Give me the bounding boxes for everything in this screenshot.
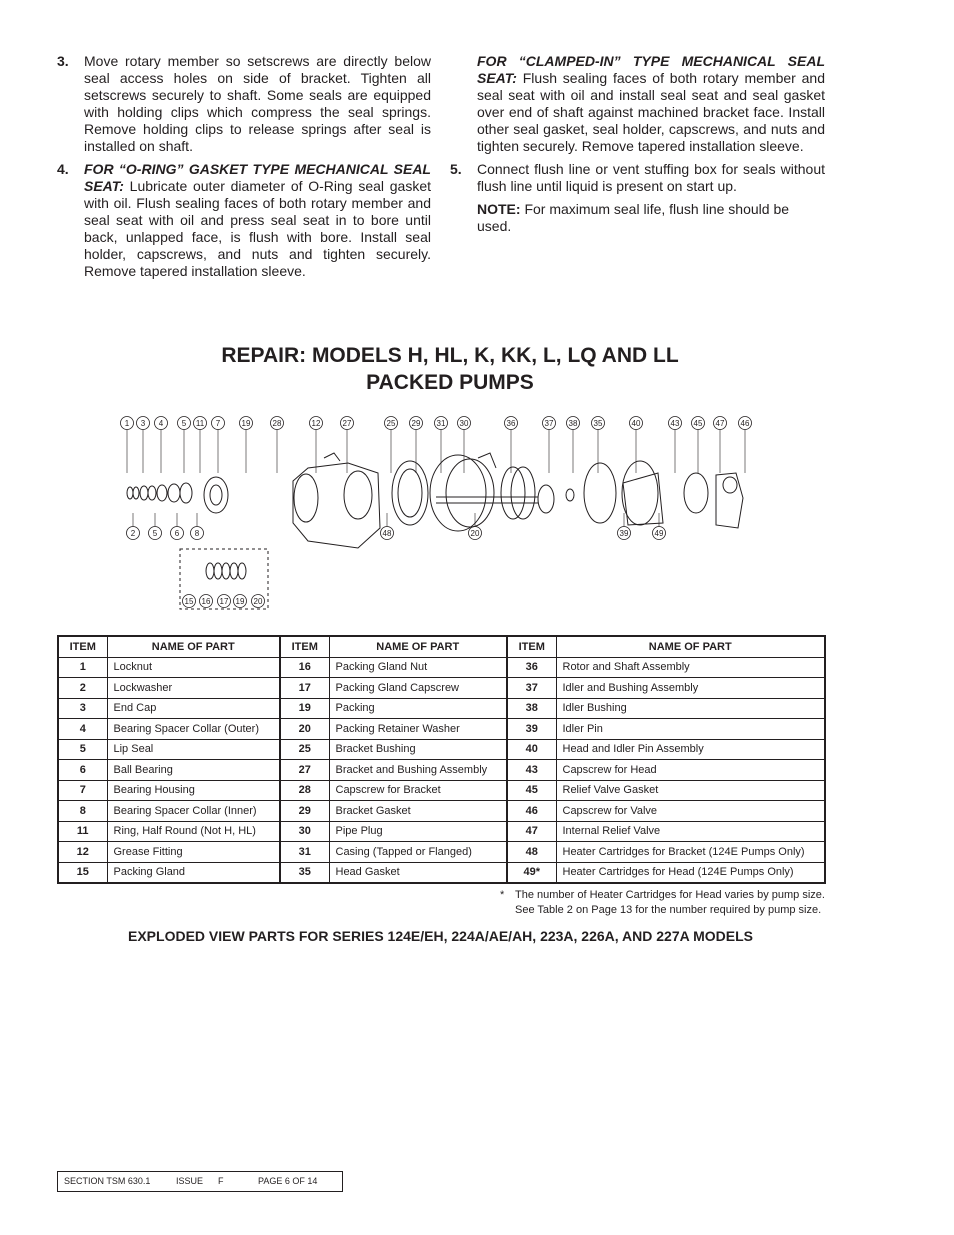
paragraph-body: Flush sealing faces of both rotary member and seal seat with oil and install seal seat and seal gasket over end of shaft against machined bracket face. Install other seal gasket, seal holder, capscrews, and nuts and tighten securely. Remove tapered installation sleeve. — [477, 70, 825, 154]
part-name-cell: Bearing Spacer Collar (Outer) — [107, 719, 280, 740]
step-number: 5. — [450, 161, 462, 177]
parts-table — [57, 635, 826, 884]
item-number-cell: 6 — [58, 760, 107, 781]
callout-label: 4 — [158, 419, 164, 428]
table-row — [58, 760, 825, 781]
item-number-cell: 37 — [507, 678, 556, 699]
item-number-cell: 8 — [58, 801, 107, 822]
footnote-line2: See Table 2 on Page 13 for the number required by pump size. — [515, 904, 822, 916]
table-row — [58, 821, 825, 842]
item-number-cell: 46 — [507, 801, 556, 822]
part-name-cell: Packing Retainer Washer — [329, 719, 507, 740]
item-number-cell: 17 — [280, 678, 329, 699]
table-row — [58, 739, 825, 760]
item-number-cell: 15 — [58, 862, 107, 883]
repair-title — [140, 342, 760, 396]
callout-label: 35 — [593, 419, 603, 428]
figure-caption: EXPLODED VIEW PARTS FOR SERIES 124E/EH, 224A/AE/AH, 223A, 226A, AND 227A MODELS — [128, 928, 753, 944]
part-name-cell: Lockwasher — [107, 678, 280, 699]
item-number-cell: 36 — [507, 657, 556, 678]
callout-label: 49 — [654, 529, 664, 538]
table-row — [58, 698, 825, 719]
part-name-cell: Relief Valve Gasket — [556, 780, 825, 801]
part-name-cell: Bracket Bushing — [329, 739, 507, 760]
part-name-cell: Locknut — [107, 657, 280, 678]
callouts-top — [121, 417, 752, 474]
item-number-cell: 3 — [58, 698, 107, 719]
note-label: NOTE: — [477, 201, 521, 217]
footnote-line1: The number of Heater Cartridges for Head varies by pump size. — [515, 889, 825, 901]
part-name-cell: Packing Gland Nut — [329, 657, 507, 678]
part-name-cell: Capscrew for Valve — [556, 801, 825, 822]
callout-label: 1 — [124, 419, 130, 428]
callout-label: 3 — [140, 419, 146, 428]
part-name-cell: Idler Pin — [556, 719, 825, 740]
callout-label: 16 — [201, 597, 211, 606]
step-3 — [57, 53, 431, 155]
item-number-cell: 47 — [507, 821, 556, 842]
callout-label: 30 — [459, 419, 469, 428]
item-number-cell: 11 — [58, 821, 107, 842]
part-name-cell: Casing (Tapped or Flanged) — [329, 842, 507, 863]
right-text-column — [450, 53, 825, 235]
note — [477, 201, 825, 235]
part-name-cell: Ring, Half Round (Not H, HL) — [107, 821, 280, 842]
part-name-cell: Capscrew for Head — [556, 760, 825, 781]
callout-label: 15 — [184, 597, 194, 606]
callout-label: 27 — [342, 419, 352, 428]
step-text: Move rotary member so setscrews are directly below seal access holes on side of bracket. Tighten all setscrews securely to shaft. Some seals are equipped with holding clips which compress the seal springs. Remove holding clips to release springs after seal is installed on shaft. — [84, 53, 431, 154]
callout-label: 40 — [631, 419, 641, 428]
step-4 — [57, 161, 431, 280]
step-body: Lubricate outer diameter of O-Ring seal gasket with oil. Flush sealing faces of both rotary member and seal seat with oil and press seal seat in to bore until back, unlapped face, is flush with bore. Install seal holder, capscrews, and nuts and tighten securely. Remove tapered installation sleeve. — [84, 178, 431, 279]
footer-issue-label: ISSUE — [176, 1176, 204, 1186]
callout-label: 5 — [181, 419, 187, 428]
paragraph-heading: FOR “CLAMPED-IN” TYPE MECHANICAL SEAL SEAT: — [477, 53, 825, 86]
callout-label: 8 — [194, 529, 200, 538]
callout-label: 48 — [382, 529, 392, 538]
callout-label: 43 — [670, 419, 680, 428]
page-footer — [57, 1171, 343, 1192]
footer-page: PAGE 6 OF 14 — [258, 1176, 318, 1186]
item-number-cell: 43 — [507, 760, 556, 781]
callout-label: 46 — [740, 419, 750, 428]
col-header-name: NAME OF PART — [329, 636, 507, 657]
item-number-cell: 7 — [58, 780, 107, 801]
col-header-name: NAME OF PART — [556, 636, 825, 657]
step-5 — [450, 161, 825, 195]
item-number-cell: 38 — [507, 698, 556, 719]
callout-label: 20 — [470, 529, 480, 538]
part-name-cell: Packing — [329, 698, 507, 719]
item-number-cell: 49* — [507, 862, 556, 883]
part-name-cell: Head and Idler Pin Assembly — [556, 739, 825, 760]
part-name-cell: Heater Cartridges for Bracket (124E Pumps Only) — [556, 842, 825, 863]
item-number-cell: 39 — [507, 719, 556, 740]
col-header-item: ITEM — [280, 636, 329, 657]
callout-label: 20 — [253, 597, 263, 606]
table-row — [58, 678, 825, 699]
part-name-cell: Capscrew for Bracket — [329, 780, 507, 801]
item-number-cell: 1 — [58, 657, 107, 678]
callout-label: 7 — [215, 419, 221, 428]
step-number: 4. — [57, 161, 69, 177]
repair-title-line1: REPAIR: MODELS H, HL, K, KK, L, LQ AND LL — [221, 344, 679, 367]
callout-label: 31 — [436, 419, 446, 428]
callout-label: 38 — [568, 419, 578, 428]
parts-table-body — [58, 657, 825, 883]
item-number-cell: 40 — [507, 739, 556, 760]
item-number-cell: 20 — [280, 719, 329, 740]
left-text-column — [57, 53, 431, 286]
callout-label: 29 — [411, 419, 421, 428]
callouts-inset — [183, 595, 265, 608]
part-name-cell: Ball Bearing — [107, 760, 280, 781]
table-row — [58, 780, 825, 801]
item-number-cell: 12 — [58, 842, 107, 863]
note-text: For maximum seal life, flush line should be used. — [477, 201, 790, 234]
clamped-in-paragraph — [450, 53, 825, 155]
part-name-cell: End Cap — [107, 698, 280, 719]
part-name-cell: Lip Seal — [107, 739, 280, 760]
callouts-bottom — [127, 513, 666, 540]
callout-label: 25 — [386, 419, 396, 428]
item-number-cell: 45 — [507, 780, 556, 801]
part-name-cell: Idler Bushing — [556, 698, 825, 719]
part-name-cell: Head Gasket — [329, 862, 507, 883]
footer-section: SECTION TSM 630.1 — [64, 1176, 151, 1186]
callout-label: 11 — [195, 419, 205, 428]
part-name-cell: Rotor and Shaft Assembly — [556, 657, 825, 678]
callout-label: 12 — [311, 419, 321, 428]
item-number-cell: 35 — [280, 862, 329, 883]
item-number-cell: 29 — [280, 801, 329, 822]
footnote — [500, 888, 830, 918]
part-name-cell: Grease Fitting — [107, 842, 280, 863]
table-header-row — [58, 636, 825, 657]
callout-label: 5 — [152, 529, 158, 538]
part-name-cell: Bearing Housing — [107, 780, 280, 801]
item-number-cell: 5 — [58, 739, 107, 760]
part-name-cell: Bracket and Bushing Assembly — [329, 760, 507, 781]
table-row — [58, 842, 825, 863]
callout-label: 37 — [544, 419, 554, 428]
callout-label: 2 — [130, 529, 136, 538]
item-number-cell: 4 — [58, 719, 107, 740]
item-number-cell: 48 — [507, 842, 556, 863]
part-name-cell: Idler and Bushing Assembly — [556, 678, 825, 699]
pump-parts-drawing — [127, 453, 743, 609]
part-name-cell: Heater Cartridges for Head (124E Pumps Only) — [556, 862, 825, 883]
callout-label: 36 — [506, 419, 516, 428]
table-row — [58, 801, 825, 822]
callout-label: 47 — [715, 419, 725, 428]
part-name-cell: Internal Relief Valve — [556, 821, 825, 842]
callout-label: 19 — [241, 419, 251, 428]
step-text — [84, 161, 431, 280]
table-row — [58, 719, 825, 740]
table-row — [58, 657, 825, 678]
callout-label: 6 — [174, 529, 180, 538]
callout-label: 45 — [693, 419, 703, 428]
part-name-cell: Bracket Gasket — [329, 801, 507, 822]
col-header-item: ITEM — [58, 636, 107, 657]
callout-label: 28 — [272, 419, 282, 428]
part-name-cell: Packing Gland — [107, 862, 280, 883]
item-number-cell: 19 — [280, 698, 329, 719]
item-number-cell: 28 — [280, 780, 329, 801]
part-name-cell: Packing Gland Capscrew — [329, 678, 507, 699]
callout-label: 19 — [235, 597, 245, 606]
exploded-view-diagram — [118, 413, 766, 613]
footnote-star: * — [500, 889, 505, 901]
item-number-cell: 31 — [280, 842, 329, 863]
item-number-cell: 16 — [280, 657, 329, 678]
col-header-name: NAME OF PART — [107, 636, 280, 657]
part-name-cell: Bearing Spacer Collar (Inner) — [107, 801, 280, 822]
item-number-cell: 27 — [280, 760, 329, 781]
step-number: 3. — [57, 53, 69, 69]
col-header-item: ITEM — [507, 636, 556, 657]
footer-issue-value: F — [218, 1176, 224, 1186]
step-text: Connect flush line or vent stuffing box for seals without flush line until liquid is present on start up. — [477, 161, 825, 194]
item-number-cell: 25 — [280, 739, 329, 760]
part-name-cell: Pipe Plug — [329, 821, 507, 842]
callout-label: 17 — [219, 597, 229, 606]
item-number-cell: 30 — [280, 821, 329, 842]
item-number-cell: 2 — [58, 678, 107, 699]
table-row — [58, 862, 825, 883]
callout-label: 39 — [619, 529, 629, 538]
repair-title-line2: PACKED PUMPS — [366, 371, 534, 394]
step-heading: FOR “O-RING” GASKET TYPE MECHANICAL SEAL SEAT: — [84, 161, 431, 194]
